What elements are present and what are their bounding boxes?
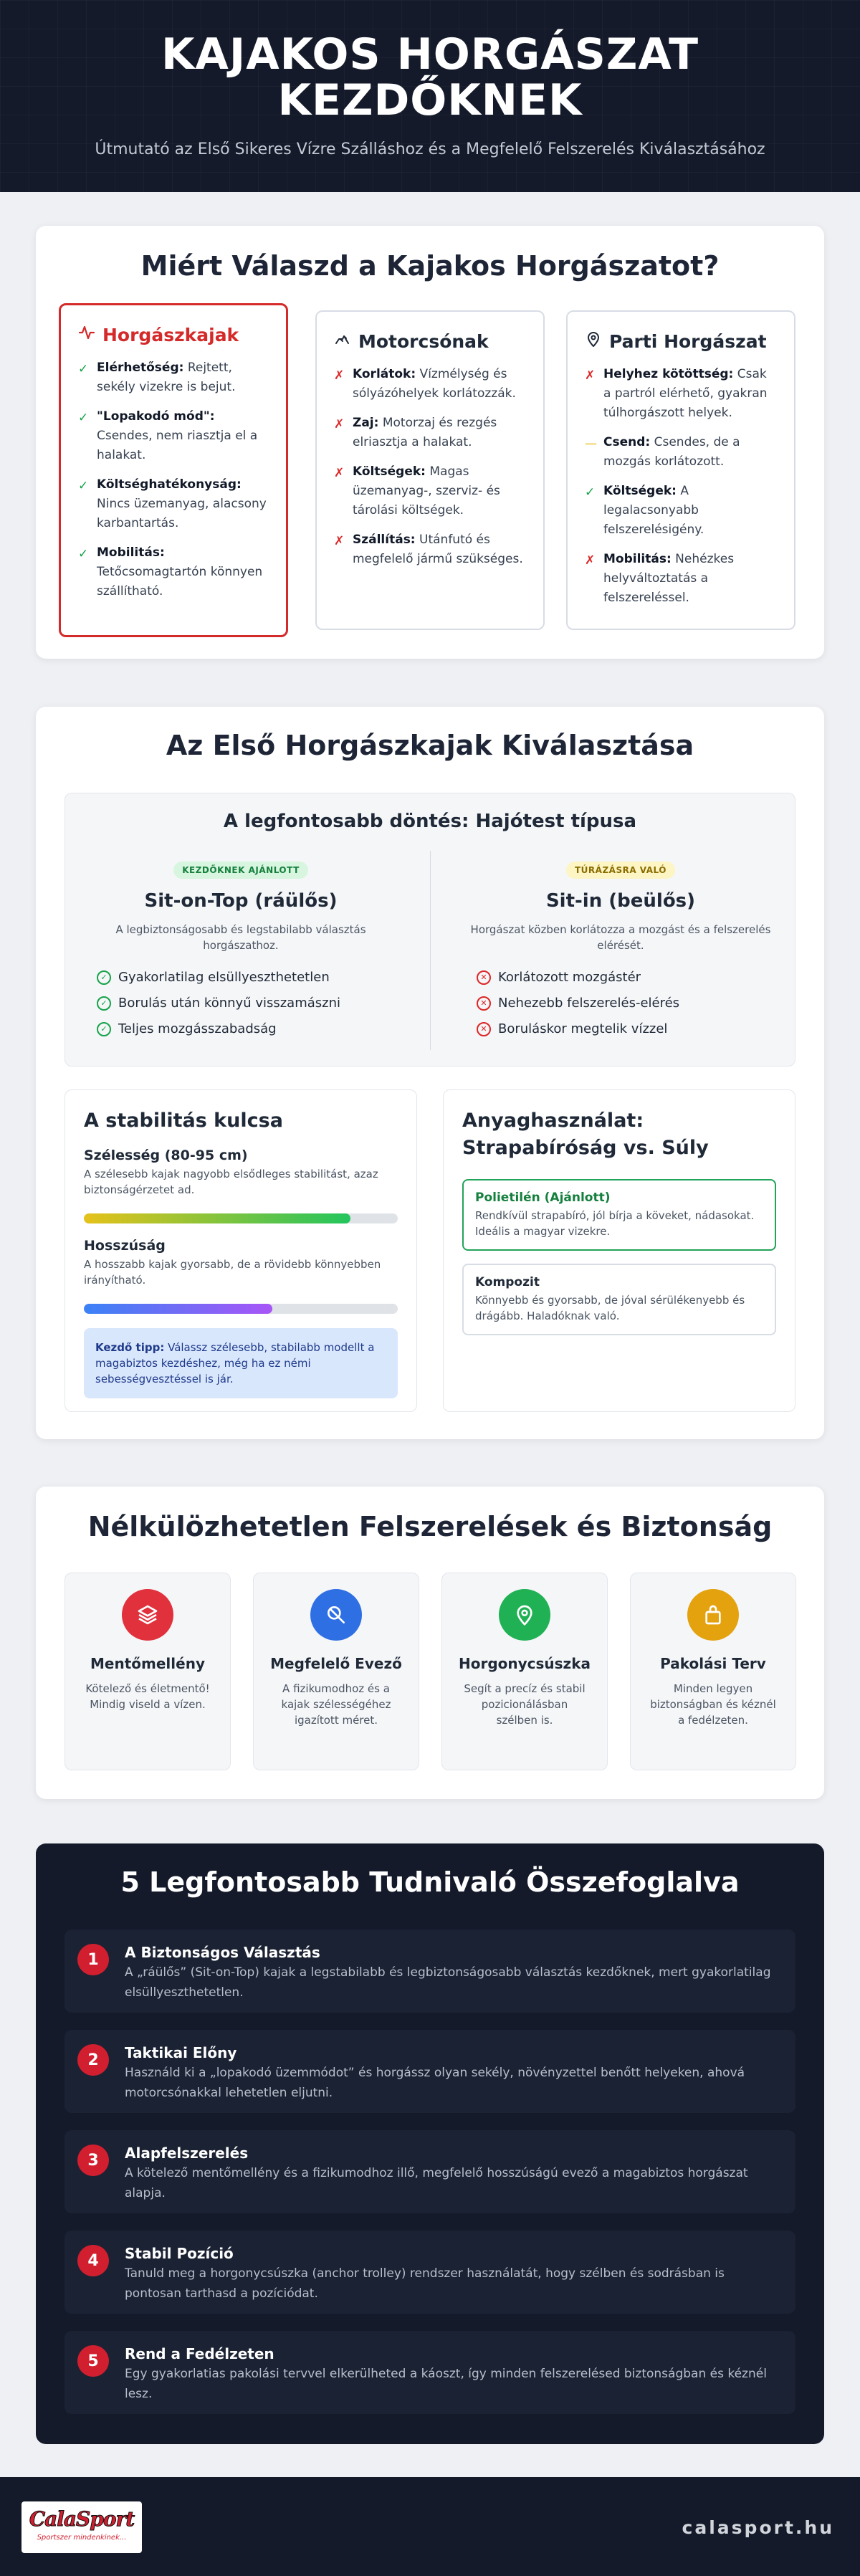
gear-item: Mentőmellény Kötelező és életmentő! Mindig viseld a vízen.	[64, 1573, 231, 1770]
x-circle-icon: ✕	[477, 1022, 491, 1036]
site-link[interactable]: calasport.hu	[682, 2517, 834, 2538]
list-item: ✗ Zaj: Motorzaj és rezgés elriasztja a halakat.	[334, 416, 497, 449]
list-item: ✕ Nehezebb felszerelés-elérés	[477, 995, 796, 1012]
length-bar	[84, 1304, 398, 1314]
check-circle-icon: ✓	[97, 996, 111, 1011]
list-item: ✗ Mobilitás: Nehézkes helyváltoztatás a felszereléssel.	[585, 552, 735, 605]
x-circle-icon: ✕	[477, 996, 491, 1011]
gear-item: Megfelelő Evező A fizikumodhoz és a kajak szélességéhez igazított méret.	[253, 1573, 419, 1770]
page-subtitle: Útmutató az Első Sikeres Vízre Szálláshoz és a Megfelelő Felszerelés Kiválasztásához	[95, 140, 765, 158]
list-item: ✗ Helyhez kötöttség: Csak a partról elérhető, gyakran túlhorgászott helyek.	[585, 367, 768, 420]
option-card-motorboat: Motorcsónak ✗ Korlátok: Vízmélység és sólyázóhelyek korlátozzák. ✗ Zaj: Motorzaj és rezgés elriasztja a halakat. ✗ Költségek: Magas üzemanyag-, szerviz- és tárolási költségek. ✗ Szállítás: Utánfutó és megfelelő jármű szükséges.	[315, 310, 545, 630]
summary-item: 5 Rend a Fedélzeten Egy gyakorlatias pakolási tervvel elkerülheted a káoszt, így minden felszerelésed biztonságban és kéznél lesz.	[64, 2331, 796, 2414]
option-card-shore: Parti Horgászat ✗ Helyhez kötöttség: Csak a partról elérhető, gyakran túlhorgászott helyek. — Csend: Csendes, de a mozgás korlátozott. ✓ Költségek: A legalacsonyabb felszerelésigény. ✗ Mobilitás: Nehézkes helyváltoztatás a felszereléssel.	[566, 310, 796, 630]
list-item: ✓ Mobilitás: Tetőcsomagtartón könnyen szállítható.	[78, 545, 263, 598]
material-composite: Kompozit Könnyebb és gyorsabb, de jóval sérülékenyebb és drágább. Haladóknak való.	[462, 1264, 776, 1335]
summary-item: 1 A Biztonságos Választás A „ráülős” (Sit-on-Top) kajak a legstabilabb és legbiztonságosabb választás kezdőknek, mert gyakorlatilag elsüllyeszthetetlen.	[64, 1929, 796, 2013]
list-item: ✓ Gyakorlatilag elsüllyeszthetetlen	[97, 969, 416, 986]
touring-badge: TÚRÁZÁSRA VALÓ	[566, 862, 675, 879]
footer	[0, 2477, 860, 2576]
check-circle-icon: ✓	[97, 970, 111, 985]
list-item: ✓ Elérhetőség: Rejtett, sekély vizekre is bejut.	[78, 361, 236, 394]
pulse-icon	[78, 324, 95, 345]
list-item: ✗ Szállítás: Utánfutó és megfelelő jármű szükséges.	[334, 533, 523, 566]
option-card-kayak: Horgászkajak ✓ Elérhetőség: Rejtett, sekély vizekre is bejut. ✓ "Lopakodó mód": Csendes, nem riasztja el a halakat. ✓ Költséghatékonyság: Nincs üzemanyag, alacsony karbantartás. ✓ Mobilitás: Tetőcsomagtartón könnyen szállítható.	[59, 303, 288, 637]
sit-in-column: TÚRÁZÁSRA VALÓ Sit-in (beülős) Horgászat közben korlátozza a mozgást és a felszerelés elérését. ✕ Korlátozott mozgástér ✕ Nehezebb felszerelés-elérés ✕ Boruláskor megtelik vízzel	[445, 862, 796, 1046]
width-bar	[84, 1213, 398, 1223]
hull-title: A legfontosabb döntés: Hajótest típusa	[223, 811, 637, 832]
list-item: ✕ Korlátozott mozgástér	[477, 969, 796, 986]
calasport-logo[interactable]: CalaSport Sportszer mindenkinek...	[22, 2501, 142, 2553]
gear-item: Horgonycsúszka Segít a precíz és stabil pozicionálásban szélben is.	[441, 1573, 608, 1770]
summary-item: 3 Alapfelszerelés A kötelező mentőmellény és a fizikumodhoz illő, megfelelő hosszúságú evező a magabiztos horgászat alapja.	[64, 2130, 796, 2213]
summary-item: 2 Taktikai Előny Használd ki a „lopakodó üzemmódot” és horgássz olyan sekély, növényzettel benőtt helyeken, ahová motorcsónakkal lehetetlen eljutni.	[64, 2030, 796, 2113]
list-item: ✓ Költséghatékonyság: Nincs üzemanyag, alacsony karbantartás.	[78, 477, 267, 530]
material-panel: Anyaghasználat: Strapabíróság vs. Súly Polietilén (Ajánlott) Rendkívül strapabíró, jól bírja a köveket, nádasokat. Ideális a magyar vizekre. Kompozit Könnyebb és gyorsabb, de jóval sérülékenyebb és drágább. Haladóknak való.	[443, 1089, 796, 1412]
gear-section	[36, 1487, 824, 1799]
material-polyethylene: Polietilén (Ajánlott) Rendkívül strapabíró, jól bírja a köveket, nádasokat. Ideális a magyar vizekre.	[462, 1179, 776, 1251]
bag-icon	[687, 1589, 739, 1641]
summary-title: 5 Legfontosabb Tudnivaló Összefoglalva	[120, 1866, 740, 1898]
sit-in-name: Sit-in (beülős)	[545, 890, 696, 912]
why-title: Miért Válaszd a Kajakos Horgászatot?	[140, 250, 720, 282]
x-circle-icon: ✕	[477, 970, 491, 985]
location-pin-icon	[585, 330, 602, 352]
sit-on-top-column: KEZDŐKNEK AJÁNLOTT Sit-on-Top (ráülős) A legbiztonságosabb és legstabilabb választás horgászathoz. ✓ Gyakorlatilag elsüllyeszthetetlen ✓ Borulás után könnyű visszamászni ✓ Teljes mozgásszabadság	[65, 862, 416, 1046]
boat-icon	[334, 330, 351, 352]
beginner-tip: Kezdő tipp: Válassz szélesebb, stabilabb modellt a magabiztos kezdéshez, még ha ez némi sebességvesztéssel is jár.	[84, 1328, 398, 1398]
map-pin-icon	[499, 1589, 550, 1641]
stability-panel: A stabilitás kulcsa Szélesség (80-95 cm) A szélesebb kajak nagyobb elsődleges stabilitást, azaz biztonságérzetet ad. Hosszúság A hosszabb kajak gyorsabb, de a rövidebb könnyebben irányítható. Kezdő tipp: Válassz szélesebb, stabilabb modellt a magabiztos kezdéshez, még ha ez némi sebességvesztéssel is jár.	[64, 1089, 417, 1412]
check-circle-icon: ✓	[97, 1022, 111, 1036]
list-item: ✓ "Lopakodó mód": Csendes, nem riasztja el a halakat.	[78, 409, 258, 462]
gear-title: Nélkülözhetetlen Felszerelések és Biztonság	[87, 1511, 773, 1542]
choose-section	[36, 707, 824, 1439]
gear-item: Pakolási Terv Minden legyen biztonságban és kéznél a fedélzeten.	[630, 1573, 796, 1770]
summary-item: 4 Stabil Pozíció Tanuld meg a horgonycsúszka (anchor trolley) rendszer használatát, hogy szélben és sodrásban is pontosan tarthasd a pozíciódat.	[64, 2231, 796, 2314]
recommended-badge: KEZDŐKNEK AJÁNLOTT	[173, 862, 308, 879]
layers-icon	[122, 1589, 173, 1641]
list-item: ✕ Boruláskor megtelik vízzel	[477, 1021, 796, 1038]
sit-on-top-name: Sit-on-Top (ráülős)	[144, 890, 338, 912]
list-item: ✓ Borulás után könnyű visszamászni	[97, 995, 416, 1012]
page-title: KAJAKOS HORGÁSZAT KEZDŐKNEK	[161, 29, 699, 125]
why-section	[36, 226, 824, 659]
summary-section	[36, 1843, 824, 2444]
list-item: — Csend: Csendes, de a mozgás korlátozott.	[585, 435, 740, 469]
choose-title: Az Első Horgászkajak Kiválasztása	[166, 730, 694, 761]
hull-type-panel	[64, 793, 796, 1067]
list-item: ✗ Korlátok: Vízmélység és sólyázóhelyek korlátozzák.	[334, 367, 516, 401]
list-item: ✓ Teljes mozgásszabadság	[97, 1021, 416, 1038]
no-search-icon	[310, 1589, 362, 1641]
list-item: ✗ Költségek: Magas üzemanyag-, szerviz- és tárolási költségek.	[334, 464, 500, 517]
list-item: ✓ Költségek: A legalacsonyabb felszerelésigény.	[585, 484, 704, 537]
hero-header	[0, 0, 860, 192]
divider	[430, 851, 431, 1050]
